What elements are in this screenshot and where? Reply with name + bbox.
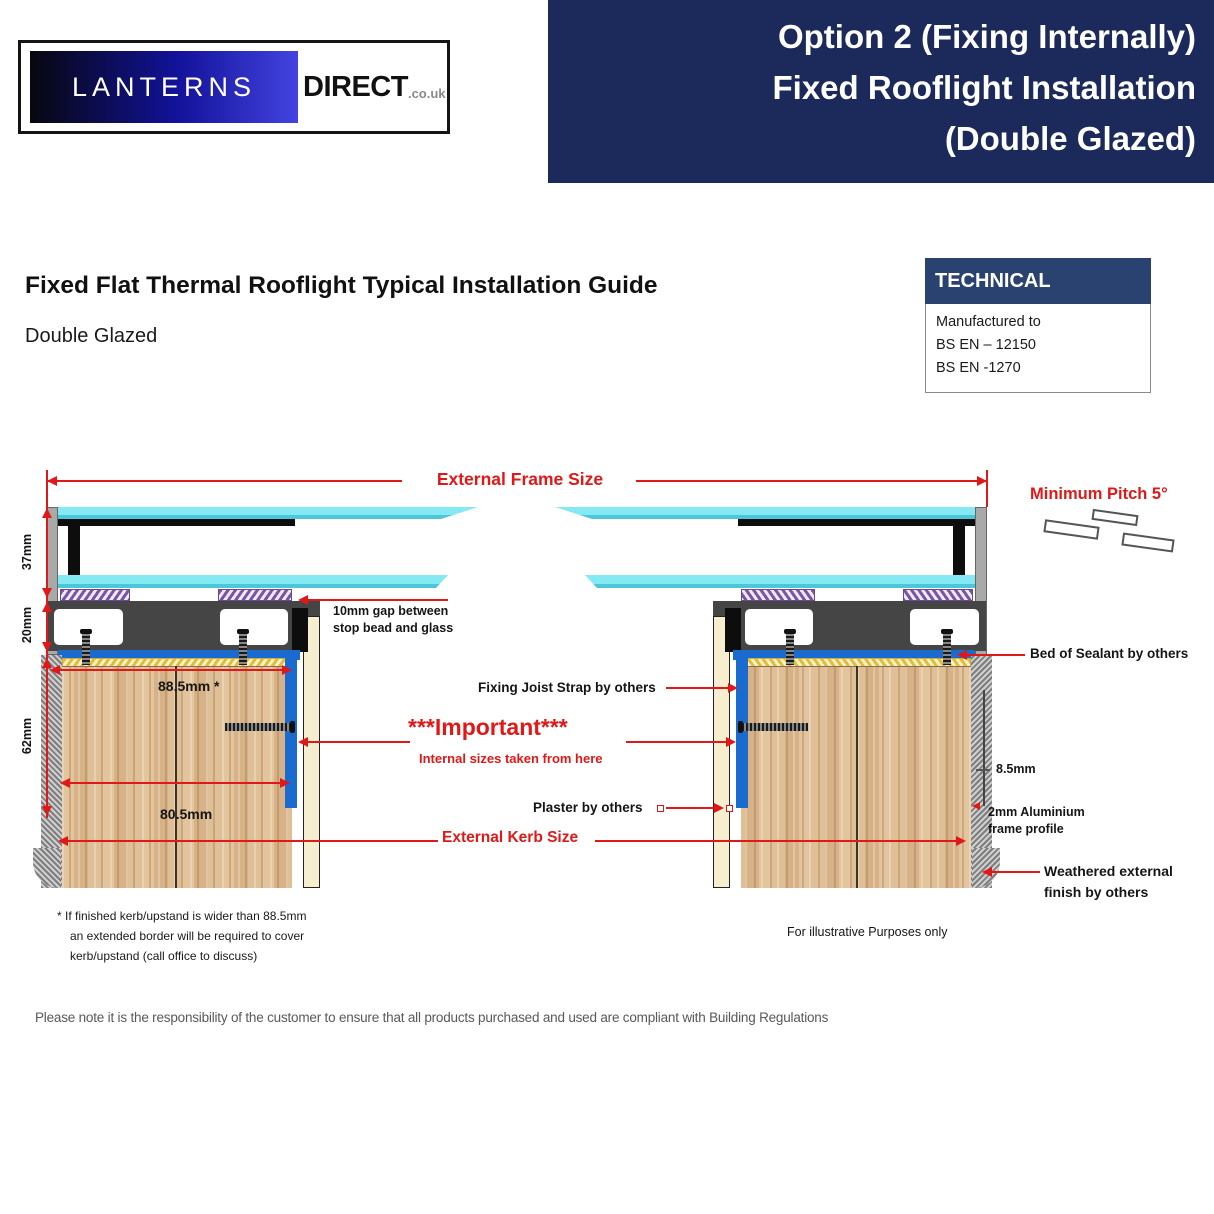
joist-strap-annotation: Fixing Joist Strap by others (478, 680, 656, 695)
profile-extension-line (983, 690, 985, 806)
efs-extension-line (986, 470, 988, 507)
logo-direct-text: DIRECT (303, 70, 408, 103)
glass-pane-bottom (58, 575, 448, 588)
fixing-screw (82, 632, 90, 665)
dim-37mm: 37mm (20, 533, 34, 571)
logo-gradient-panel (30, 51, 298, 123)
compliance-note: Please note it is the responsibility of the customer to ensure that all products purchased and used are compliant with Building Regulations (35, 1010, 829, 1025)
fixing-screw (786, 632, 794, 665)
logo-tld-text: .co.uk (407, 85, 446, 101)
pitch-icon (1121, 532, 1174, 552)
banner-line-2: Fixed Rooflight Installation (772, 69, 1196, 106)
arrowhead (298, 737, 308, 747)
glazing-spacer-horizontal (738, 519, 975, 526)
important-arrow-left (302, 741, 410, 743)
technical-line-1: Manufactured to (936, 314, 1041, 330)
glazing-spacer-vertical (68, 519, 80, 575)
cross-section-right (543, 460, 1003, 890)
technical-header: TECHNICAL (925, 258, 1151, 304)
arrowhead (728, 683, 738, 693)
technical-line-2: BS EN – 12150 (936, 337, 1036, 353)
technical-body (925, 304, 1151, 393)
page-subtitle: Double Glazed (25, 325, 158, 347)
illustrative-note: For illustrative Purposes only (787, 925, 948, 939)
joist-strap-screw (740, 723, 808, 731)
dim-885-line (52, 669, 290, 671)
weathered-annotation: Weathered external finish by others (1044, 863, 1173, 900)
cross-section-left (30, 460, 490, 890)
plaster-marker (657, 805, 664, 812)
external-frame-size-label: External Frame Size (436, 469, 604, 489)
frame-end-cap (292, 608, 308, 652)
arrowhead (298, 595, 308, 605)
stop-bead (741, 589, 815, 601)
arrowhead (972, 802, 980, 810)
arrowhead (280, 778, 290, 788)
kerb-board-joint (856, 666, 858, 888)
arrowhead (60, 778, 70, 788)
dim-85-label: 8.5mm (996, 762, 1036, 776)
glazing-spacer-vertical (953, 519, 965, 575)
stop-bead (60, 589, 130, 601)
thermal-break-profile (820, 604, 900, 649)
arrowhead (714, 803, 724, 813)
pitch-icon (1091, 509, 1138, 526)
pitch-icon (1043, 519, 1099, 540)
arrowhead (956, 836, 966, 846)
important-arrow-right (626, 741, 728, 743)
plasterboard-strip (713, 616, 730, 888)
min-pitch-label: Minimum Pitch 5° (1030, 485, 1168, 503)
dim-20mm: 20mm (20, 606, 34, 644)
sealant-annotation: Bed of Sealant by others (1030, 646, 1189, 661)
efs-dim-line (636, 480, 987, 482)
arrowhead (42, 602, 52, 612)
banner-line-3: (Double Glazed) (944, 120, 1196, 157)
weathered-finish-foot (33, 848, 61, 888)
kerb-footnote: * If finished kerb/upstand is wider than 88.5mm an extended border will be required to cover kerb/upstand (call office to discuss) (57, 909, 307, 963)
arrowhead (982, 867, 992, 877)
timber-kerb (62, 666, 292, 888)
kerb-size-line-right (595, 840, 958, 842)
logo-lanterns-text: LANTERNS (71, 71, 257, 102)
dim-885-label: 88.5mm * (158, 678, 220, 694)
arrowhead (42, 806, 52, 816)
lanterns-direct-logo (18, 40, 450, 134)
arrowhead (42, 588, 52, 598)
important-annotation: ***Important*** (408, 714, 568, 740)
frame-chamber (220, 609, 288, 645)
dim-805-line (62, 782, 288, 784)
title-banner (548, 0, 1214, 183)
sealant-arrow-line (965, 654, 1025, 656)
gap-annotation: 10mm gap between stop bead and glass (333, 604, 454, 635)
frame-end-cap (725, 608, 741, 652)
arrowhead (957, 650, 967, 660)
arrowhead (47, 476, 57, 486)
weathered-arrow-line (990, 871, 1040, 873)
technical-box (925, 258, 1151, 393)
efs-extension-line (46, 470, 48, 508)
external-kerb-size-label: External Kerb Size (442, 829, 579, 846)
kerb-board-joint (175, 666, 177, 888)
efs-dim-line (47, 480, 402, 482)
banner-line-1: Option 2 (Fixing Internally) (777, 18, 1196, 55)
fixing-screw (239, 632, 247, 665)
stop-bead (903, 589, 973, 601)
technical-line-3: BS EN -1270 (936, 360, 1021, 376)
plaster-arrow-line (666, 807, 716, 809)
kerb-size-line-left (62, 840, 438, 842)
plaster-marker (726, 805, 733, 812)
dim-805-label: 80.5mm (160, 806, 213, 822)
aluminium-profile-annotation: 2mm Aluminium frame profile (988, 805, 1085, 836)
frame-chamber (745, 609, 813, 645)
gap-arrow-line (302, 599, 448, 601)
arrowhead (42, 642, 52, 652)
glass-pane-top (555, 507, 975, 519)
glass-pane-top (58, 507, 478, 519)
dim-62mm: 62mm (20, 717, 34, 755)
joist-arrow-line (666, 687, 730, 689)
arrowhead (58, 836, 68, 846)
thermal-break-profile (133, 604, 213, 649)
joist-strap-screw (225, 723, 293, 731)
glass-pane-bottom (585, 575, 975, 588)
arrowhead (50, 665, 60, 675)
fixing-screw (943, 632, 951, 665)
arrowhead (282, 665, 292, 675)
page-title: Fixed Flat Thermal Rooflight Typical Installation Guide (25, 272, 658, 299)
arrowhead (42, 508, 52, 518)
plasterboard-strip (303, 616, 320, 888)
arrowhead (726, 737, 736, 747)
profile-tick (976, 769, 990, 771)
plaster-annotation: Plaster by others (533, 800, 643, 815)
internal-sizes-annotation: Internal sizes taken from here (419, 751, 603, 766)
glazing-spacer-horizontal (58, 519, 295, 526)
stop-bead (218, 589, 292, 601)
